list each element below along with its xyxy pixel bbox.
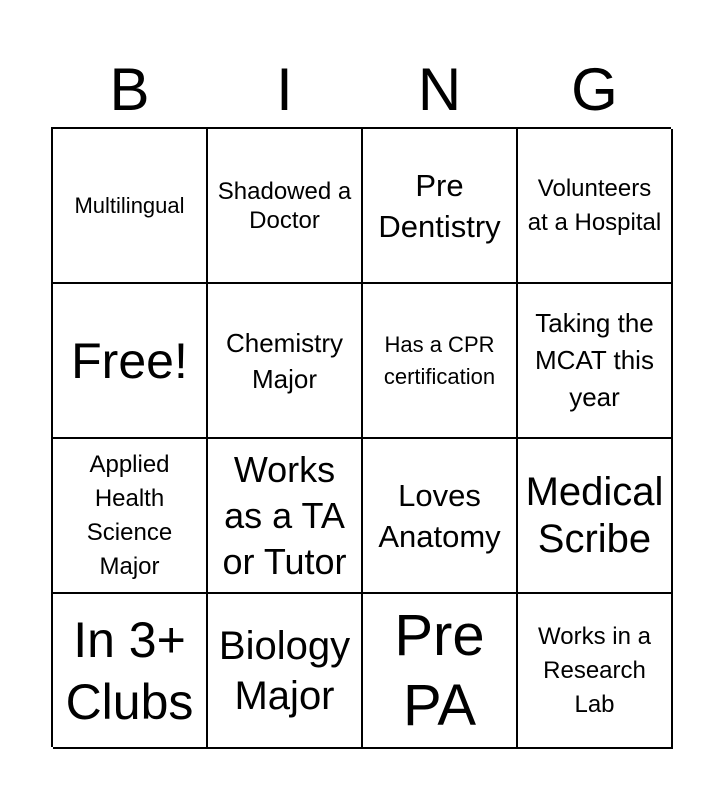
bingo-cell-r2c3[interactable] [363,284,518,439]
free-space-label: Free! [71,332,188,389]
cell-label: In 3+ Clubs [65,611,194,730]
bingo-cell-r1c4[interactable] [518,129,673,284]
cell-label: Has a CPR certification [383,331,496,389]
header-letter-b: B [109,56,150,123]
cell-label: Chemistry Major [225,327,343,394]
cell-label: Applied Health Science Major [86,450,173,580]
cell-label: Pre PA [394,602,485,738]
cell-label: Taking the MCAT this year [535,308,654,412]
bingo-cell-r3c3[interactable] [363,439,518,594]
bingo-cell-r2c2[interactable] [208,284,363,439]
bingo-cell-r4c1[interactable] [53,594,208,749]
cell-label: Loves Anatomy [378,477,501,554]
bingo-header [52,52,672,128]
cell-label: Shadowed a Doctor [217,177,352,234]
cell-label: Pre Dentistry [378,167,501,244]
bingo-cell-r3c1[interactable] [53,439,208,594]
cell-label: Works in a Research Lab [538,622,651,718]
cell-label: Multilingual [74,193,185,218]
bingo-cell-r1c2[interactable] [208,129,363,284]
bingo-cell-r4c4[interactable] [518,594,673,749]
bingo-cell-r1c3[interactable] [363,129,518,284]
header-letter-i: I [276,56,293,123]
header-letter-n: N [417,56,462,123]
cell-label: Works as a TA or Tutor [222,448,347,582]
bingo-board [51,127,671,747]
bingo-cell-r3c4[interactable] [518,439,673,594]
bingo-cell-r4c2[interactable] [208,594,363,749]
bingo-cell-r2c4[interactable] [518,284,673,439]
bingo-cell-r1c1[interactable] [53,129,208,284]
bingo-cell-r2c1-free[interactable] [53,284,208,439]
cell-label: Volunteers at a Hospital [527,174,662,236]
cell-label: Medical Scribe [525,469,664,561]
bingo-cell-r4c3[interactable] [363,594,518,749]
cell-label: Biology Major [218,623,351,718]
header-letter-g: G [571,56,618,123]
bingo-cell-r3c2[interactable] [208,439,363,594]
